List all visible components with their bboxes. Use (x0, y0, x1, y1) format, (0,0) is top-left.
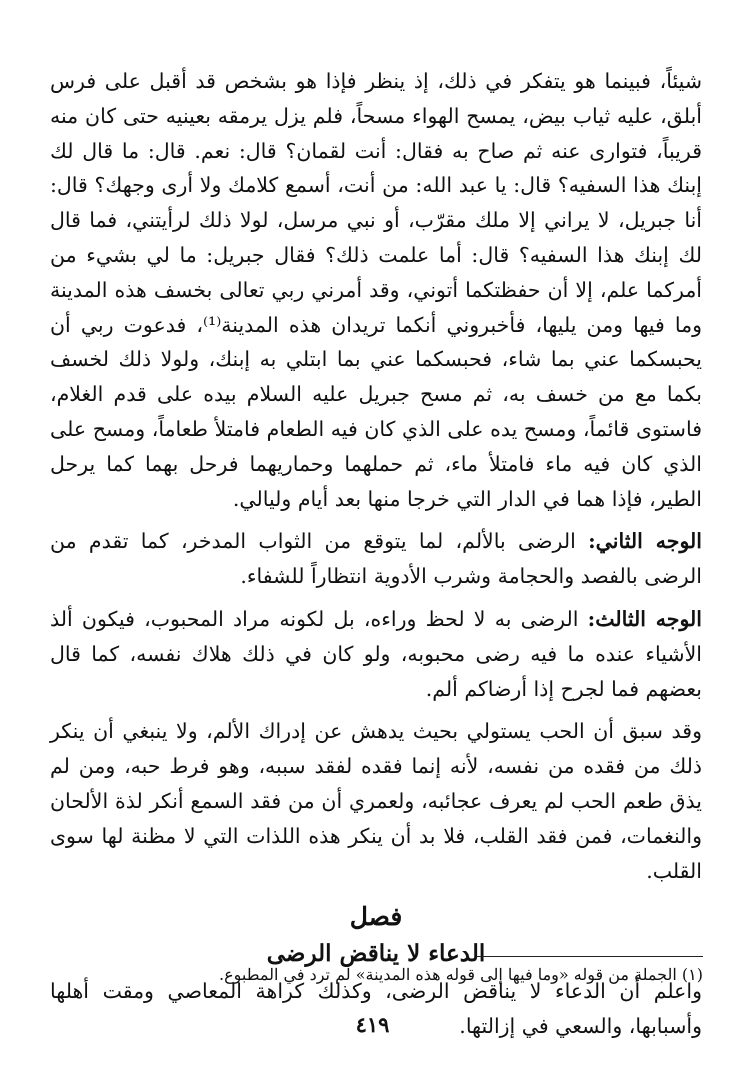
section-title: فصل (349, 902, 403, 932)
paragraph-lokman-story (50, 64, 702, 516)
page-body (50, 64, 702, 1044)
footnote-divider (477, 956, 703, 957)
paragraph-love-discussion (50, 714, 702, 888)
section-subtitle: الدعاء لا يناقض الرضى (266, 940, 486, 968)
paragraph-second-aspect (50, 524, 702, 594)
paragraph-third-aspect (50, 602, 702, 706)
paragraph-text: الرضى به لا لحظ وراءه، بل لكونه مراد المحبوب، فيكون ألذ الأشياء عنده ما فيه رضى محبوبه، ولو كان في ذلك هلاك نفسه، كما قال بعضهم فما لجرح إذا أرضاكم ألم. (50, 606, 702, 701)
paragraph-text: الرضى بالألم، لما يتوقع من الثواب المدخر، كما تقدم من الرضى بالفصد والحجامة وشرب الأدوية انتظاراً للشفاء. (50, 529, 702, 589)
page-number: ٤١٩ (355, 1012, 390, 1037)
paragraph-text: شيئاً، فبينما هو يتفكر في ذلك، إذ ينظر فإذا هو بشخص قد أقبل على فرس أبلق، عليه ثياب بيض، يمسح الهواء مسحاً، فلم يزل يرمقه بعينيه حتى كان منه قريباً، فتوارى عنه ثم صاح به فقال: أنت لقمان؟ قال: نعم. قال: ما قال لك إبنك هذا السفيه؟ قال: يا عبد الله: من أنت، أسمع كلامك ولا أرى وجهك؟ قال: أنا جبريل، لا يراني إلا ملك مقرّب، أو نبي مرسل، لولا ذلك لرأيتني، فما قال لك إبنك هذا السفيه؟ قال: أما علمت ذلك؟ فقال جبريل: ما لي بشيء من أمركما علم، إلا أن حفظتكما أتوني، وقد أمرني ربي تعالى بخسف هذه المدينة وما فيها ومن يليها، فأخبروني أنكما تريدان هذه المدينة⁽¹⁾، فدعوت ربي أن يحبسكما عني بما شاء، فحبسكما عني بما ابتلي به إبنك، ولولا ذلك لخسف بكما مع من خسف به، ثم مسح جبريل عليه السلام بيده على قدم الغلام، فاستوى قائماً، ومسح يده على الذي كان فيه الطعام فامتلأ طعاماً، ومسح على الذي كان فيه ماء فامتلأ ماء، ثم حملهما وحماريهما فرحل بهما كما يرحل الطير، فإذا هما في الدار التي خرجا منها بعد أيام وليالي. (50, 69, 703, 511)
footnote: (١) الجملة من قوله «وما فيها إلى قوله هذه المدينة» لم ترد في المطبوع. (219, 965, 703, 984)
paragraph-lead-label: الوجه الثالث: (587, 606, 702, 631)
paragraph-text: واعلم أن الدعاء لا يناقض الرضى، وكذلك كراهة المعاصي ومقت أهلها وأسبابها، والسعي في إزالتها. (50, 979, 702, 1039)
paragraph-lead-label: الوجه الثاني: (588, 529, 702, 554)
paragraph-text: وقد سبق أن الحب يستولي بحيث يدهش عن إدراك الألم، ولا ينبغي أن ينكر ذلك من فقده من نفسه، لأنه إنما فقده لفقد سببه، وهو فرط حبه، ومن لم يذق طعم الحب لم يعرف عجائبه، ولعمري أن من فقد السمع أنكر لذة الألحان والنغمات، فمن فقد القلب، فلا بد أن ينكر هذه اللذات التي لا مظنة لها سوى القلب. (50, 719, 702, 883)
